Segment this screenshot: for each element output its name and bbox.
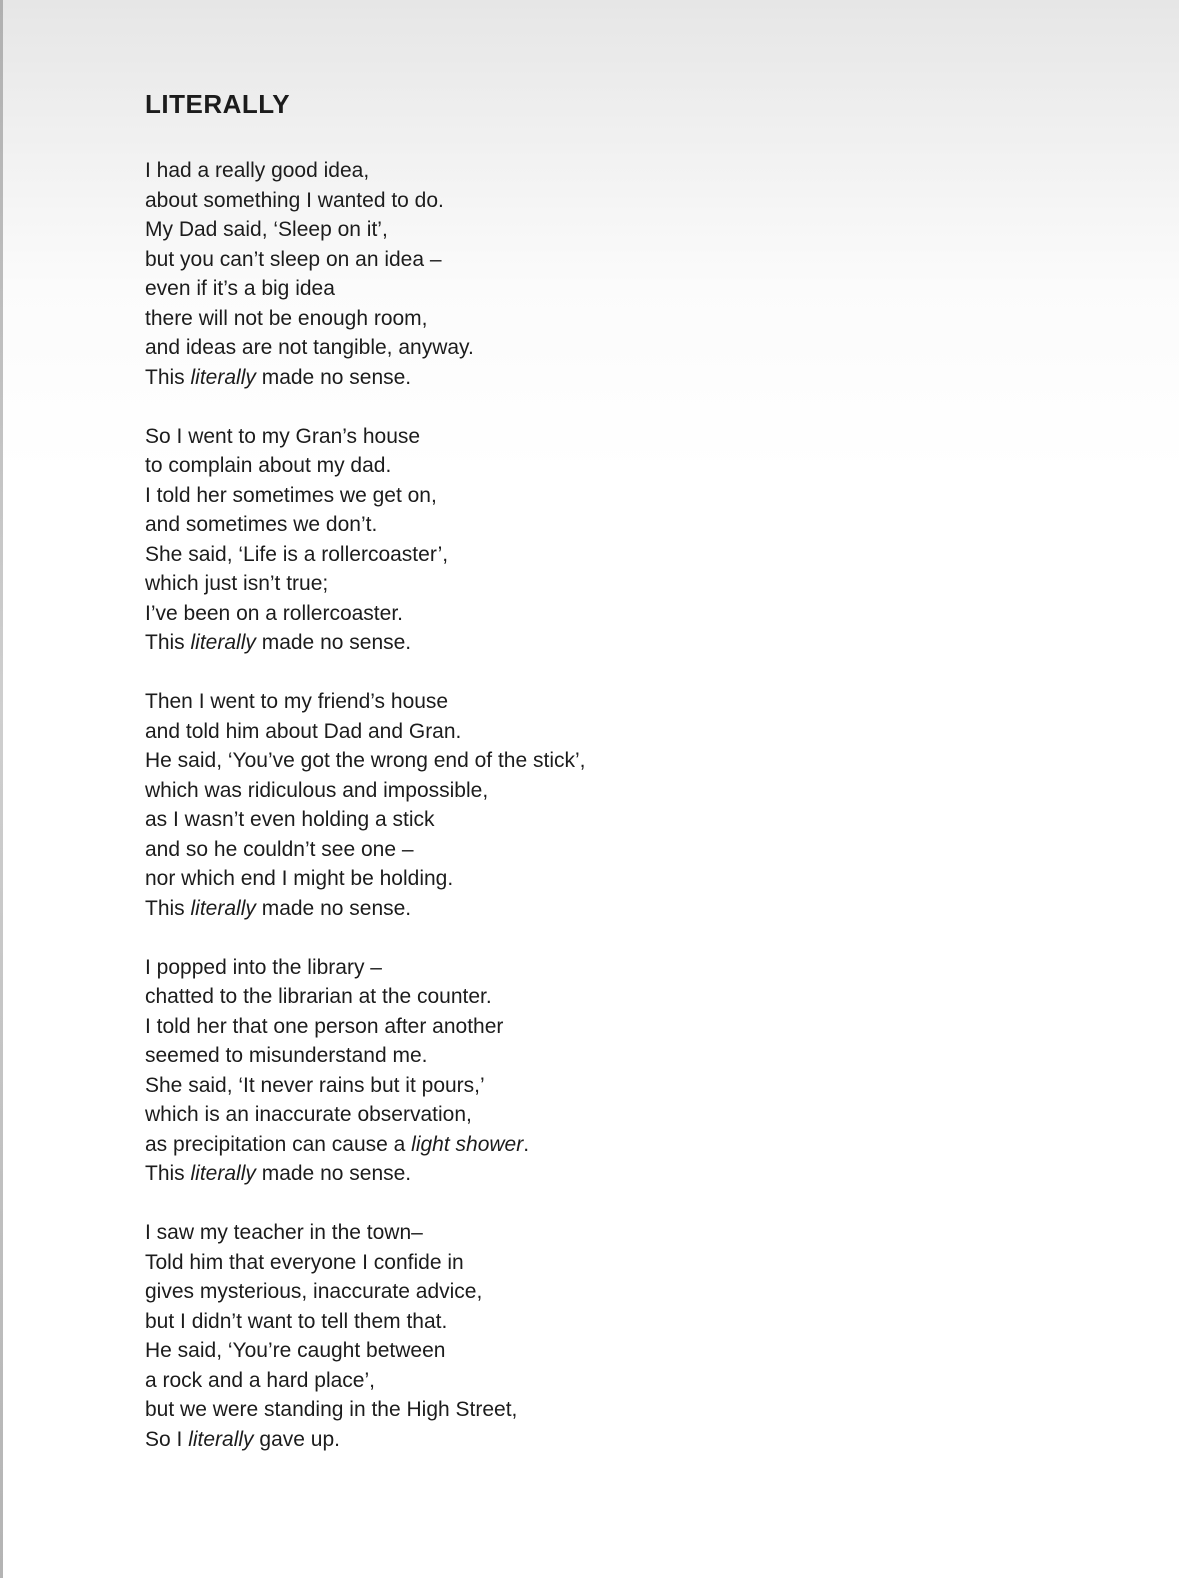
line-text: even if it’s a big idea [145,277,335,300]
line-text: This [145,896,191,920]
line-text: I told her that one person after another [145,1014,504,1038]
line-text: about something I wanted to do. [145,188,444,212]
line-text: made no sense. [255,365,412,389]
poem-line [145,274,1119,304]
line-text: This [145,1162,191,1185]
line-text: He said, ‘You’ve got the wrong end of the stick’, [145,749,586,772]
line-text: which is an inaccurate observation, [145,1103,472,1126]
line-text: She said, ‘It never rains but it pours,’ [145,1073,485,1097]
stanza [145,687,1119,923]
poem-line [145,1425,1119,1455]
poem-line [145,717,1119,747]
poem-line [145,481,1119,511]
stanza [145,953,1119,1189]
line-text: I told her sometimes we get on, [145,483,437,507]
poem-line [145,1041,1119,1071]
poem-line [145,835,1119,865]
poem-line [145,746,1119,776]
line-text: to complain about my dad. [145,454,392,477]
poem-line [145,1395,1119,1425]
poem-line [145,1012,1119,1042]
line-text: seemed to misunderstand me. [145,1044,428,1067]
stanza [145,422,1119,658]
line-text: made no sense. [255,1162,412,1185]
line-text: He said, ‘You’re caught between [145,1339,446,1362]
poem-line [145,982,1119,1012]
line-text: made no sense. [255,631,412,654]
poem-line [145,451,1119,481]
poem-line [145,540,1119,570]
line-text: This [145,631,191,654]
poem-line [145,628,1119,658]
line-text: but you can’t sleep on an idea – [145,247,442,271]
page-edge [0,0,3,1578]
italic-text: literally [190,1162,256,1185]
poem-line [145,864,1119,894]
italic-text: literally [188,1427,254,1451]
line-text: made no sense. [255,896,412,920]
line-text: nor which end I might be holding. [145,867,454,890]
line-text: which just isn’t true; [145,572,329,595]
poem-line [145,776,1119,806]
line-text: and so he couldn’t see one – [145,837,414,861]
poem-line [145,363,1119,393]
line-text: I popped into the library – [145,955,382,979]
italic-text: literally [190,365,256,389]
poem-line [145,1248,1119,1278]
line-text: which was ridiculous and impossible, [145,778,489,802]
line-text: My Dad said, ‘Sleep on it’, [145,218,388,241]
line-text: This [145,365,191,389]
poem-line [145,1218,1119,1248]
line-text: She said, ‘Life is a rollercoaster’, [145,542,449,566]
poem-line [145,245,1119,275]
poem-line [145,569,1119,599]
line-text: So I [145,1427,189,1451]
line-text: gives mysterious, inaccurate advice, [145,1280,483,1303]
poem-line [145,1277,1119,1307]
poem-line [145,186,1119,216]
poem-line [145,1100,1119,1130]
line-text: So I went to my Gran’s house [145,424,421,448]
line-text: there will not be enough room, [145,306,428,330]
poem-line [145,687,1119,717]
italic-text: literally [190,631,256,654]
line-text: and sometimes we don’t. [145,513,378,536]
poem-line [145,510,1119,540]
poem-body [145,156,1119,1454]
poem-line [145,1159,1119,1189]
poem-line [145,422,1119,452]
italic-text: literally [190,896,256,920]
poem-line [145,1071,1119,1101]
line-text: chatted to the librarian at the counter. [145,985,492,1008]
line-text: Told him that everyone I confide in [145,1250,464,1274]
poem-line [145,599,1119,629]
line-text: and ideas are not tangible, anyway. [145,336,474,359]
italic-text: light shower [411,1132,524,1156]
line-text: but I didn’t want to tell them that. [145,1309,448,1333]
line-text: and told him about Dad and Gran. [145,719,462,743]
line-text: as precipitation can cause a [145,1132,412,1156]
poem-line [145,953,1119,983]
poem-line [145,894,1119,924]
line-text: I had a really good idea, [145,159,370,182]
line-text: . [523,1132,530,1156]
poem-line [145,333,1119,363]
poem-line [145,1130,1119,1160]
poem-title: LITERALLY [145,89,291,119]
poem-line [145,156,1119,186]
line-text: Then I went to my friend’s house [145,690,449,713]
stanza [145,1218,1119,1454]
stanza [145,156,1119,392]
line-text: as I wasn’t even holding a stick [145,808,435,831]
poem-line [145,304,1119,334]
poem-line [145,1307,1119,1337]
line-text: a rock and a hard place’, [145,1368,375,1392]
poem-line [145,1366,1119,1396]
line-text: gave up. [253,1427,340,1451]
poem-line [145,1336,1119,1366]
line-text: I’ve been on a rollercoaster. [145,601,403,625]
line-text: I saw my teacher in the town– [145,1221,423,1244]
poem-line [145,805,1119,835]
poem-line [145,215,1119,245]
line-text: but we were standing in the High Street, [145,1398,518,1421]
